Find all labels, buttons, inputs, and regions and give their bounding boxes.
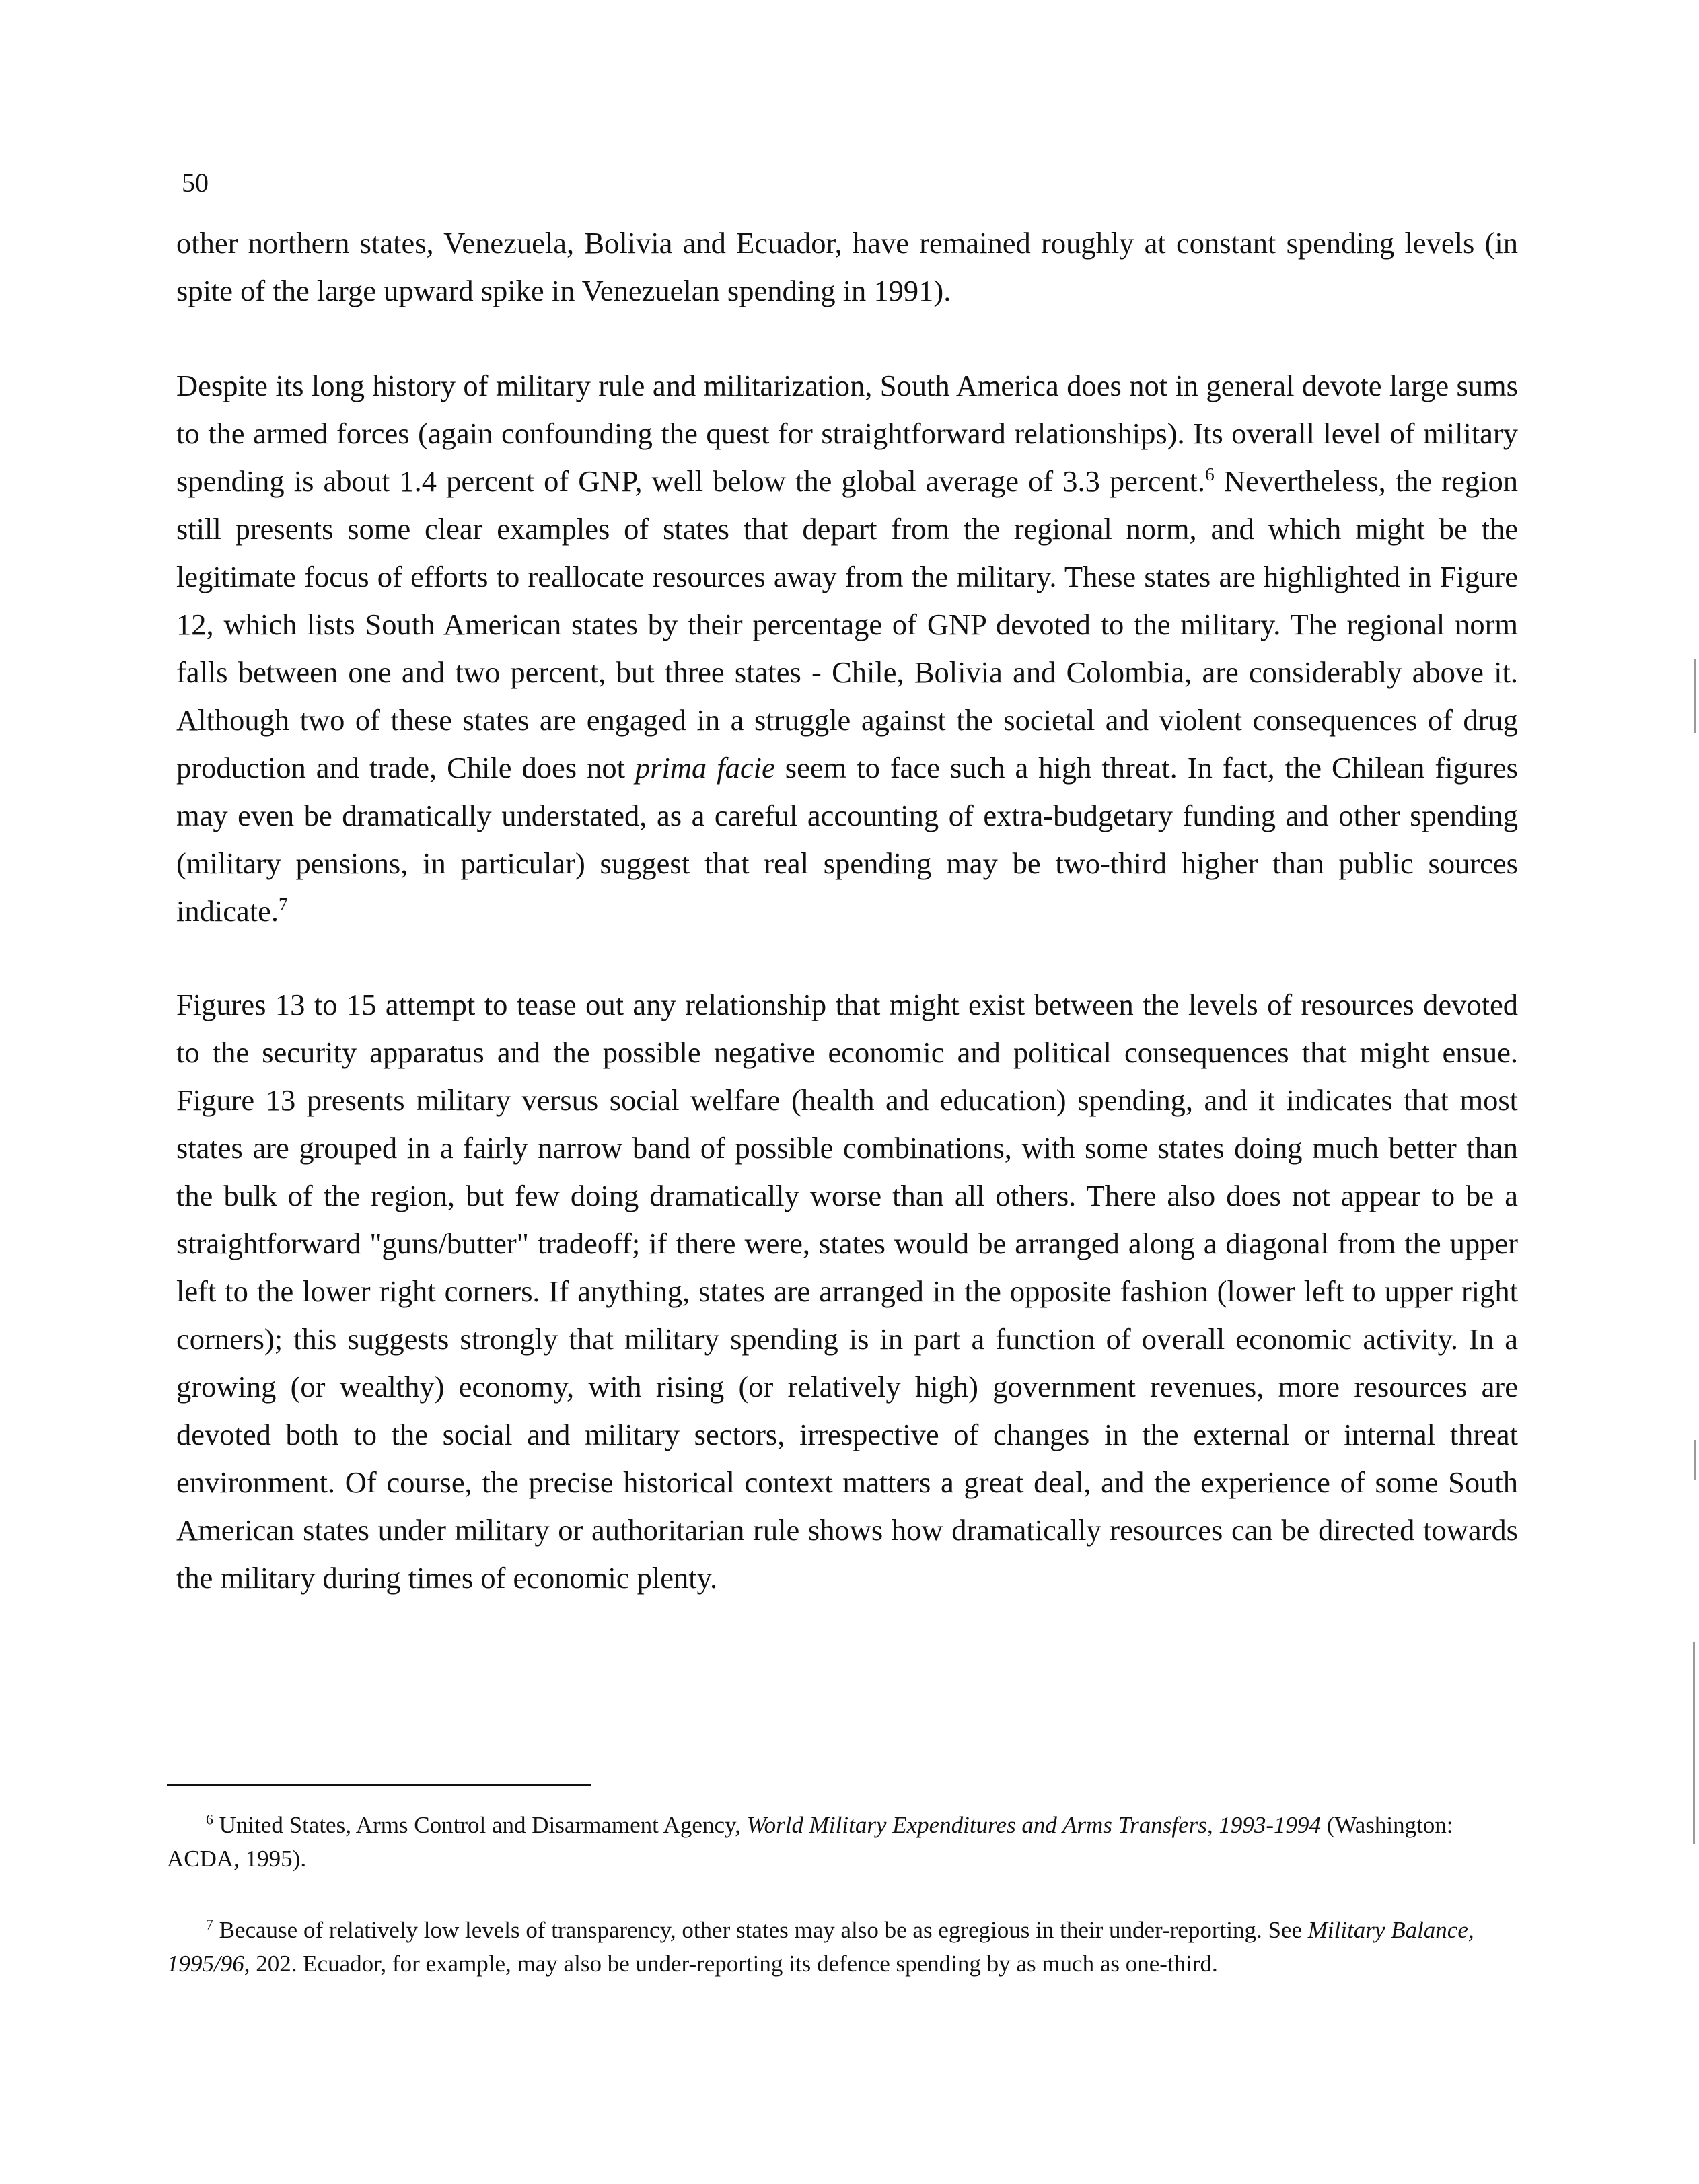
footnote-6	[167, 1809, 1506, 1876]
footnote-marker: 6	[206, 1811, 213, 1828]
footnote-separator-rule	[167, 1784, 591, 1786]
footnote-7	[167, 1914, 1506, 1981]
footnote-text-segment: Because of relatively low levels of transparency, other states may also be as egregious in their under-reporting. See	[213, 1917, 1308, 1943]
paragraph-text-segment: seem to face such a high threat. In fact, the Chilean figures may even be dramatically understated, as a careful accounting of extra-budgetary funding and other spending (military pensions, in particular) suggest that real spending may be two-third higher than public sources indicate.	[176, 751, 1519, 928]
scan-edge-mark	[1694, 1440, 1696, 1480]
body-paragraph-2	[176, 362, 1518, 935]
footnote-reference-6[interactable]: 6	[1205, 464, 1215, 485]
footnote-italic-title: World Military Expenditures and Arms Transfers, 1993-1994	[746, 1812, 1322, 1838]
paragraph-text-segment: Despite its long history of military rule and militarization, South America does not in general devote large sums to the armed forces (again confounding the quest for straightforward relationships). Its overall level of military spending is about 1.4 percent of GNP, well below the global average of 3.3 percent.	[176, 369, 1518, 498]
paragraph-text-segment: Nevertheless, the region still presents some clear examples of states that depart from the regional norm, and which might be the legitimate focus of efforts to reallocate resources away from the military. These states are highlighted in Figure 12, which lists South American states by their percentage of GNP devoted to the military. The regional norm falls between one and two percent, but three states - Chile, Bolivia and Colombia, are considerably above it. Although two of these states are engaged in a struggle against the societal and violent consequences of drug production and trade, Chile does not	[176, 464, 1518, 785]
footnote-text-segment: , 202. Ecuador, for example, may also be under-reporting its defence spending by as much as one-third.	[244, 1951, 1218, 1977]
footnote-text-segment: (Washington: ACDA, 1995).	[167, 1812, 1453, 1872]
italic-phrase: prima facie	[635, 751, 775, 785]
footnote-italic-title: Military Balance, 1995/96	[167, 1917, 1474, 1977]
footnote-marker: 7	[206, 1916, 213, 1933]
page-number: 50	[182, 168, 209, 198]
footnote-reference-7[interactable]: 7	[278, 894, 288, 915]
scan-edge-mark	[1694, 659, 1696, 733]
body-paragraph-1: other northern states, Venezuela, Bolivia and Ecuador, have remained roughly at constant spending levels (in spite of the large upward spike in Venezuelan spending in 1991).	[176, 226, 1518, 307]
footnote-text-segment: United States, Arms Control and Disarmament Agency,	[213, 1812, 747, 1838]
scan-edge-mark	[1693, 1642, 1695, 1844]
body-paragraph-3: Figures 13 to 15 attempt to tease out any relationship that might exist between the levels of resources devoted to the security apparatus and the possible negative economic and political consequences that might ensue. Figure 13 presents military versus social welfare (health and education) spending, and it indicates that most states are grouped in a fairly narrow band of possible combinations, with some states doing much better than the bulk of the region, but few doing dramatically worse than all others. There also does not appear to be a straightforward "guns/butter" tradeoff; if there were, states would be arranged along a diagonal from the upper left to the lower right corners. If anything, states are arranged in the opposite fashion (lower left to upper right corners); this suggests strongly that military spending is in part a function of overall economic activity. In a growing (or wealthy) economy, with rising (or relatively high) government revenues, more resources are devoted both to the social and military sectors, irrespective of changes in the external or internal threat environment. Of course, the precise historical context matters a great deal, and the experience of some South American states under military or authoritarian rule shows how dramatically resources can be directed towards the military during times of economic plenty.	[176, 988, 1518, 1595]
